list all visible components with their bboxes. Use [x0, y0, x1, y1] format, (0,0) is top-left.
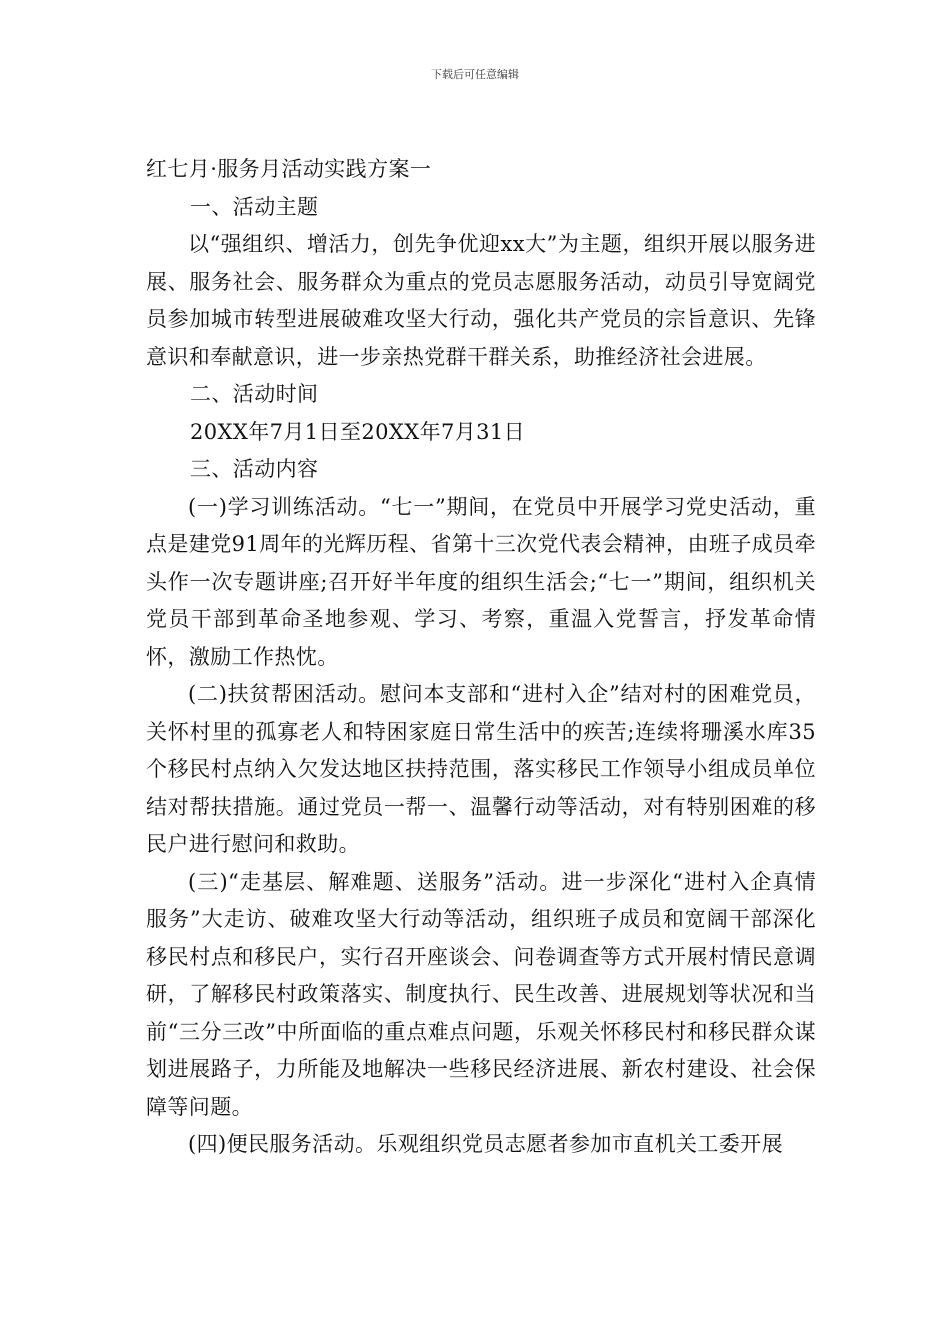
section-paragraph-theme: 以“强组织、增活力，创先争优迎xx大”为主题，组织开展以服务进展、服务社会、服务群众为重点的党员志愿服务活动，动员引导宽阔党员参加城市转型进展破难攻坚大行动，强化共产党员的宗旨意识、先锋意识和奉献意识，进一步亲热党群干群关系，助推经济社会进展。: [146, 232, 816, 369]
section-paragraph-time: 20XX年7月1日至20XX年7月31日: [190, 419, 526, 444]
document-title: 红七月·服务月活动实践方案一: [146, 157, 432, 181]
content-item-convenience-service: (四)便民服务活动。乐观组织党员志愿者参加市直机关工委开展: [188, 1132, 783, 1156]
document-body: [146, 151, 816, 1164]
section-heading-time: 二、活动时间: [190, 382, 319, 406]
content-item-poverty-relief: (二)扶贫帮困活动。慰问本支部和“进村入企”结对村的困难党员，关怀村里的孤寡老人和特困家庭日常生活中的疾苦;连续将珊溪水库35个移民村点纳入欠发达地区扶持范围，落实移民工作领导小组成员单位结对帮扶措施。通过党员一帮一、温馨行动等活动，对有特别困难的移民户进行慰问和救助。: [146, 682, 816, 856]
section-heading-theme: 一、活动主题: [190, 194, 319, 219]
content-item-grassroots: (三)“走基层、解难题、送服务”活动。进一步深化“进村入企真情服务”大走访、破难攻坚大行动等活动，组织班子成员和宽阔干部深化移民村点和移民户，实行召开座谈会、问卷调查等方式开展村情民意调研，了解移民村政策落实、制度执行、民生改善、进展规划等状况和当前“三分三改”中所面临的重点难点问题，乐观关怀移民村和移民群众谋划进展路子，力所能及地解决一些移民经济进展、新农村建设、社会保障等问题。: [146, 869, 816, 1119]
section-heading-content: 三、活动内容: [190, 457, 319, 481]
content-item-study: (一)学习训练活动。“七一”期间，在党员中开展学习党史活动，重点是建党91周年的光辉历程、省第十三次党代表会精神，由班子成员牵头作一次专题讲座;召开好半年度的组织生活会;“七一”期间，组织机关党员干部到革命圣地参观、学习、考察，重温入党誓言，抒发革命情怀，激励工作热忱。: [146, 494, 816, 669]
page-header-note: 下载后可任意编辑: [431, 68, 519, 81]
